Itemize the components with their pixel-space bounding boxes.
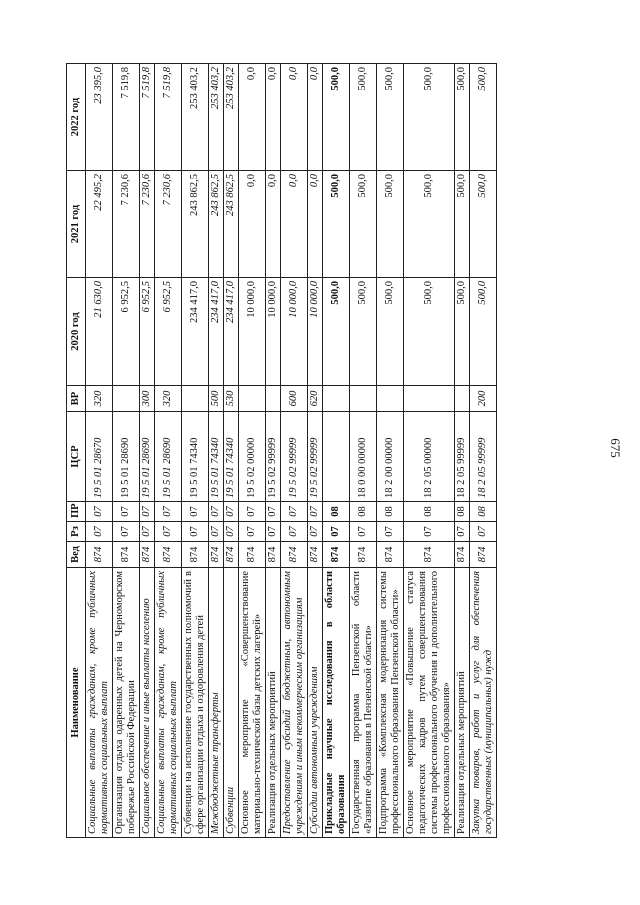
name-cell: Субвенции bbox=[224, 568, 239, 838]
value-2021-cell: 0,0 bbox=[239, 171, 266, 278]
table-row bbox=[209, 64, 224, 838]
pr-cell: 08 bbox=[470, 502, 497, 522]
name-cell: Предоставление субсидий бюджетным, автономным учреждениям и иным некоммерческим организациям bbox=[281, 568, 308, 838]
value-2021-cell: 0,0 bbox=[308, 171, 323, 278]
pr-cell: 07 bbox=[224, 502, 239, 522]
csr-cell: 18 2 05 99999 bbox=[470, 412, 497, 502]
value-2022-cell: 0,0 bbox=[239, 64, 266, 171]
rz-cell: 07 bbox=[239, 522, 266, 542]
value-2020-cell: 234 417,0 bbox=[209, 278, 224, 386]
table-row bbox=[281, 64, 308, 838]
value-2021-cell: 22 495,2 bbox=[86, 171, 113, 278]
csr-cell bbox=[323, 412, 350, 502]
ved-cell: 874 bbox=[323, 542, 350, 568]
name-cell: Социальные выплаты гражданам, кроме публичных нормативных социальных выплат bbox=[155, 568, 182, 838]
vr-cell bbox=[239, 386, 266, 412]
rotated-page bbox=[66, 64, 573, 838]
value-2021-cell: 0,0 bbox=[266, 171, 281, 278]
col-header-2022: 2022 год bbox=[67, 64, 86, 171]
table-body bbox=[86, 64, 497, 838]
ved-cell: 874 bbox=[182, 542, 209, 568]
value-2022-cell: 500,0 bbox=[404, 64, 455, 171]
value-2022-cell: 253 403,2 bbox=[224, 64, 239, 171]
table-row bbox=[350, 64, 377, 838]
pr-cell: 07 bbox=[266, 502, 281, 522]
col-header-ved: Вед bbox=[67, 542, 86, 568]
value-2022-cell: 0,0 bbox=[308, 64, 323, 171]
table-row bbox=[182, 64, 209, 838]
rz-cell: 07 bbox=[323, 522, 350, 542]
name-cell: Субвенции на исполнение государственных полномочий в сфере организации отдыха и оздоровления детей bbox=[182, 568, 209, 838]
vr-cell: 320 bbox=[86, 386, 113, 412]
vr-cell: 300 bbox=[140, 386, 155, 412]
pr-cell: 07 bbox=[239, 502, 266, 522]
value-2022-cell: 253 403,2 bbox=[209, 64, 224, 171]
ved-cell: 874 bbox=[209, 542, 224, 568]
table-row bbox=[377, 64, 404, 838]
rz-cell: 07 bbox=[86, 522, 113, 542]
value-2020-cell: 21 630,0 bbox=[86, 278, 113, 386]
table-row bbox=[224, 64, 239, 838]
ved-cell: 874 bbox=[281, 542, 308, 568]
value-2022-cell: 0,0 bbox=[281, 64, 308, 171]
vr-cell: 530 bbox=[224, 386, 239, 412]
col-header-vr: ВР bbox=[67, 386, 86, 412]
value-2020-cell: 500,0 bbox=[323, 278, 350, 386]
vr-cell bbox=[350, 386, 377, 412]
value-2021-cell: 7 230,6 bbox=[113, 171, 140, 278]
value-2021-cell: 7 230,6 bbox=[155, 171, 182, 278]
rz-cell: 07 bbox=[155, 522, 182, 542]
name-cell: Основное мероприятие «Повышение статуса педагогических кадров путем совершенствования системы профессионального обучения и дополнительного профессионального образования» bbox=[404, 568, 455, 838]
csr-cell: 18 2 05 00000 bbox=[404, 412, 455, 502]
pr-cell: 07 bbox=[182, 502, 209, 522]
value-2022-cell: 0,0 bbox=[266, 64, 281, 171]
rz-cell: 07 bbox=[350, 522, 377, 542]
pr-cell: 08 bbox=[455, 502, 470, 522]
value-2022-cell: 500,0 bbox=[350, 64, 377, 171]
table-row bbox=[470, 64, 497, 838]
table-row bbox=[455, 64, 470, 838]
rz-cell: 07 bbox=[470, 522, 497, 542]
value-2020-cell: 6 952,5 bbox=[155, 278, 182, 386]
table-row bbox=[140, 64, 155, 838]
pr-cell: 07 bbox=[140, 502, 155, 522]
table-row bbox=[155, 64, 182, 838]
csr-cell: 19 5 01 28670 bbox=[86, 412, 113, 502]
value-2020-cell: 10 000,0 bbox=[239, 278, 266, 386]
ved-cell: 874 bbox=[113, 542, 140, 568]
value-2020-cell: 500,0 bbox=[377, 278, 404, 386]
ved-cell: 874 bbox=[404, 542, 455, 568]
value-2022-cell: 7 519,8 bbox=[113, 64, 140, 171]
rz-cell: 07 bbox=[308, 522, 323, 542]
table-row bbox=[404, 64, 455, 838]
vr-cell bbox=[266, 386, 281, 412]
value-2020-cell: 500,0 bbox=[455, 278, 470, 386]
csr-cell: 19 5 01 74340 bbox=[209, 412, 224, 502]
value-2020-cell: 10 000,0 bbox=[308, 278, 323, 386]
value-2021-cell: 500,0 bbox=[404, 171, 455, 278]
csr-cell: 19 5 02 99999 bbox=[308, 412, 323, 502]
pr-cell: 07 bbox=[281, 502, 308, 522]
value-2020-cell: 10 000,0 bbox=[266, 278, 281, 386]
table-row bbox=[308, 64, 323, 838]
vr-cell bbox=[455, 386, 470, 412]
value-2020-cell: 234 417,0 bbox=[182, 278, 209, 386]
rz-cell: 07 bbox=[209, 522, 224, 542]
ved-cell: 874 bbox=[308, 542, 323, 568]
ved-cell: 874 bbox=[86, 542, 113, 568]
vr-cell bbox=[404, 386, 455, 412]
name-cell: Основное мероприятие «Совершенствование материально-технической базы детских лагерей» bbox=[239, 568, 266, 838]
col-header-rz: Рз bbox=[67, 522, 86, 542]
vr-cell: 500 bbox=[209, 386, 224, 412]
csr-cell: 18 2 00 00000 bbox=[377, 412, 404, 502]
name-cell: Прикладные научные исследования в области образования bbox=[323, 568, 350, 838]
value-2020-cell: 10 000,0 bbox=[281, 278, 308, 386]
pr-cell: 07 bbox=[86, 502, 113, 522]
value-2022-cell: 500,0 bbox=[323, 64, 350, 171]
table-row bbox=[86, 64, 113, 838]
table-row bbox=[323, 64, 350, 838]
value-2021-cell: 7 230,6 bbox=[140, 171, 155, 278]
pr-cell: 08 bbox=[323, 502, 350, 522]
pr-cell: 07 bbox=[113, 502, 140, 522]
value-2022-cell: 7 519,8 bbox=[155, 64, 182, 171]
pr-cell: 07 bbox=[209, 502, 224, 522]
rz-cell: 07 bbox=[281, 522, 308, 542]
rz-cell: 07 bbox=[140, 522, 155, 542]
rz-cell: 07 bbox=[404, 522, 455, 542]
name-cell: Межбюджетные трансферты bbox=[209, 568, 224, 838]
col-header-2021: 2021 год bbox=[67, 171, 86, 278]
value-2021-cell: 243 862,5 bbox=[209, 171, 224, 278]
table-row bbox=[239, 64, 266, 838]
ved-cell: 874 bbox=[377, 542, 404, 568]
vr-cell: 320 bbox=[155, 386, 182, 412]
ved-cell: 874 bbox=[239, 542, 266, 568]
vr-cell bbox=[182, 386, 209, 412]
table-row bbox=[113, 64, 140, 838]
ved-cell: 874 bbox=[350, 542, 377, 568]
value-2022-cell: 7 519,8 bbox=[140, 64, 155, 171]
header-row bbox=[67, 64, 86, 838]
csr-cell: 19 5 01 28690 bbox=[155, 412, 182, 502]
budget-table bbox=[66, 63, 497, 838]
page-number: 675 bbox=[607, 438, 623, 458]
rz-cell: 07 bbox=[266, 522, 281, 542]
value-2022-cell: 253 403,2 bbox=[182, 64, 209, 171]
vr-cell: 600 bbox=[281, 386, 308, 412]
name-cell: Реализация отдельных мероприятий bbox=[455, 568, 470, 838]
csr-cell: 19 5 02 99999 bbox=[281, 412, 308, 502]
value-2021-cell: 500,0 bbox=[323, 171, 350, 278]
name-cell: Государственная программа Пензенской области «Развитие образования в Пензенской области» bbox=[350, 568, 377, 838]
name-cell: Организация отдыха одаренных детей на Черноморском побережье Российской Федерации bbox=[113, 568, 140, 838]
csr-cell: 19 5 01 74340 bbox=[224, 412, 239, 502]
rz-cell: 07 bbox=[224, 522, 239, 542]
ved-cell: 874 bbox=[140, 542, 155, 568]
csr-cell: 19 5 02 99999 bbox=[266, 412, 281, 502]
value-2020-cell: 234 417,0 bbox=[224, 278, 239, 386]
table-row bbox=[266, 64, 281, 838]
rz-cell: 07 bbox=[182, 522, 209, 542]
name-cell: Социальные выплаты гражданам, кроме публичных нормативных социальных выплат bbox=[86, 568, 113, 838]
vr-cell: 200 bbox=[470, 386, 497, 412]
csr-cell: 18 2 05 99999 bbox=[455, 412, 470, 502]
ved-cell: 874 bbox=[155, 542, 182, 568]
value-2021-cell: 0,0 bbox=[281, 171, 308, 278]
vr-cell bbox=[113, 386, 140, 412]
col-header-name: Наименование bbox=[67, 568, 86, 838]
vr-cell bbox=[323, 386, 350, 412]
csr-cell: 18 0 00 00000 bbox=[350, 412, 377, 502]
csr-cell: 19 5 02 00000 bbox=[239, 412, 266, 502]
value-2020-cell: 500,0 bbox=[404, 278, 455, 386]
pr-cell: 07 bbox=[155, 502, 182, 522]
value-2021-cell: 500,0 bbox=[377, 171, 404, 278]
value-2020-cell: 500,0 bbox=[470, 278, 497, 386]
ved-cell: 874 bbox=[470, 542, 497, 568]
ved-cell: 874 bbox=[224, 542, 239, 568]
value-2021-cell: 500,0 bbox=[470, 171, 497, 278]
value-2021-cell: 243 862,5 bbox=[224, 171, 239, 278]
csr-cell: 19 5 01 74340 bbox=[182, 412, 209, 502]
col-header-2020: 2020 год bbox=[67, 278, 86, 386]
name-cell: Субсидии автономным учреждениям bbox=[308, 568, 323, 838]
rz-cell: 07 bbox=[455, 522, 470, 542]
value-2022-cell: 500,0 bbox=[470, 64, 497, 171]
csr-cell: 19 5 01 28690 bbox=[140, 412, 155, 502]
pr-cell: 07 bbox=[308, 502, 323, 522]
csr-cell: 19 5 01 28690 bbox=[113, 412, 140, 502]
value-2022-cell: 23 395,0 bbox=[86, 64, 113, 171]
value-2021-cell: 500,0 bbox=[350, 171, 377, 278]
value-2020-cell: 6 952,5 bbox=[113, 278, 140, 386]
col-header-pr: ПР bbox=[67, 502, 86, 522]
value-2020-cell: 6 952,5 bbox=[140, 278, 155, 386]
name-cell: Социальное обеспечение и иные выплаты населению bbox=[140, 568, 155, 838]
value-2020-cell: 500,0 bbox=[350, 278, 377, 386]
pr-cell: 08 bbox=[350, 502, 377, 522]
value-2022-cell: 500,0 bbox=[455, 64, 470, 171]
vr-cell: 620 bbox=[308, 386, 323, 412]
col-header-csr: ЦСР bbox=[67, 412, 86, 502]
name-cell: Подпрограмма «Комплексная модернизация системы профессионального образования Пензенской области» bbox=[377, 568, 404, 838]
rz-cell: 07 bbox=[113, 522, 140, 542]
rz-cell: 07 bbox=[377, 522, 404, 542]
value-2022-cell: 500,0 bbox=[377, 64, 404, 171]
name-cell: Закупка товаров, работ и услуг для обеспечения государственных (муниципальных) нужд bbox=[470, 568, 497, 838]
vr-cell bbox=[377, 386, 404, 412]
ved-cell: 874 bbox=[455, 542, 470, 568]
name-cell: Реализация отдельных мероприятий bbox=[266, 568, 281, 838]
value-2021-cell: 243 862,5 bbox=[182, 171, 209, 278]
value-2021-cell: 500,0 bbox=[455, 171, 470, 278]
ved-cell: 874 bbox=[266, 542, 281, 568]
pr-cell: 08 bbox=[377, 502, 404, 522]
pr-cell: 08 bbox=[404, 502, 455, 522]
